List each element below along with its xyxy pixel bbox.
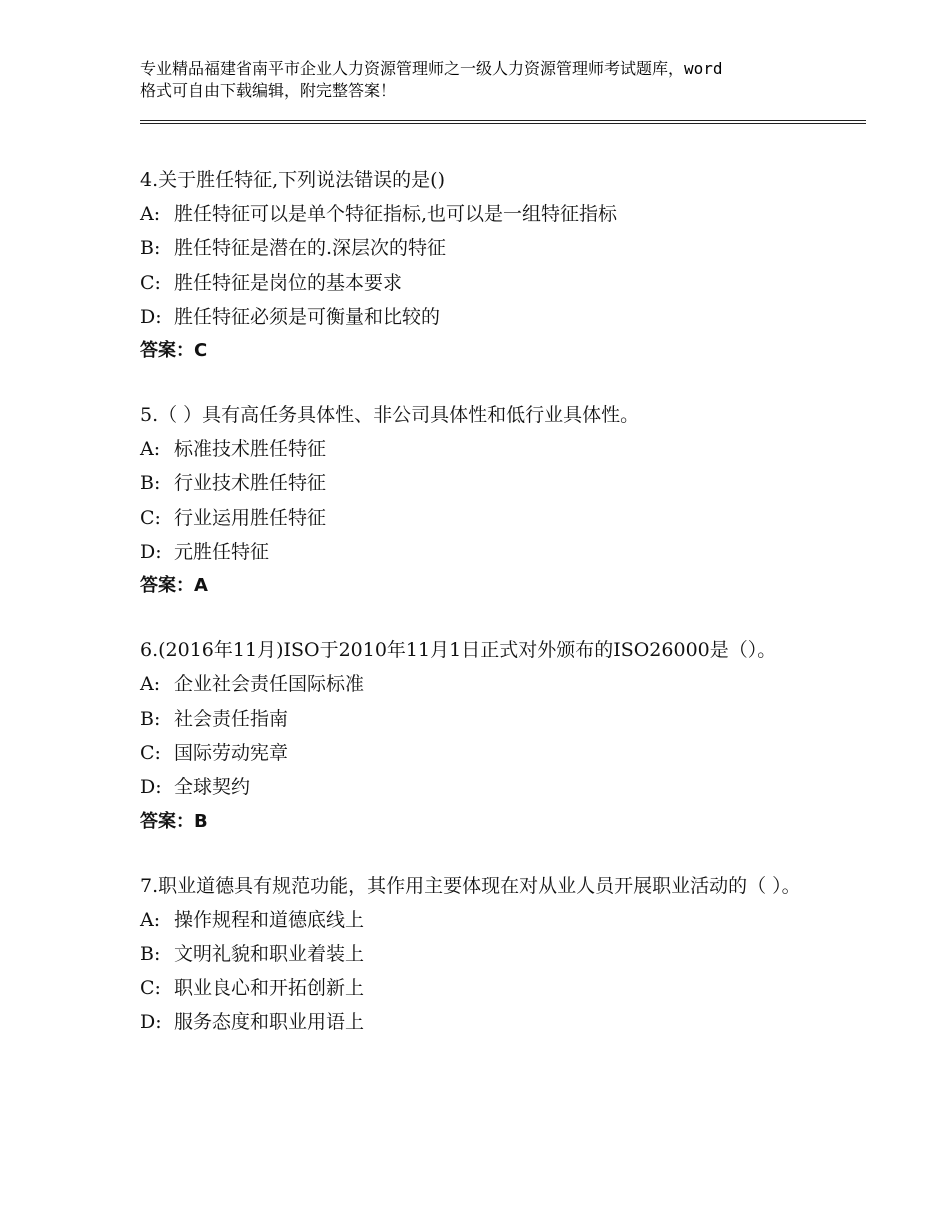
option-b [140, 702, 820, 736]
question-stem: 6.(2016年11月)ISO于2010年11月1日正式对外颁布的ISO26000是（）。 [140, 639, 777, 662]
option-text: 操作规程和道德底线上 [174, 908, 365, 931]
question-6 [140, 633, 820, 838]
option-letter: C: [140, 506, 161, 529]
option-c [140, 501, 820, 535]
option-letter: B: [140, 942, 161, 965]
answer-line: 答案：C [140, 340, 208, 362]
option-letter: A: [140, 438, 161, 461]
question-4 [140, 163, 820, 368]
option-letter: D: [140, 305, 162, 328]
question-stem: 7.职业道德具有规范功能，其作用主要体现在对从业人员开展职业活动的（ ）。 [140, 874, 801, 897]
document-header [140, 58, 830, 102]
question-5 [140, 398, 820, 603]
option-letter: C: [140, 977, 161, 1000]
option-b [140, 231, 820, 265]
option-text: 全球契约 [174, 776, 251, 799]
option-d [140, 1005, 820, 1039]
option-d [140, 770, 820, 804]
question-list [140, 163, 820, 1070]
option-c [140, 971, 820, 1005]
option-letter: D: [140, 776, 162, 799]
answer-line: 答案：A [140, 575, 208, 597]
option-a [140, 667, 820, 701]
option-text: 社会责任指南 [174, 707, 289, 730]
option-letter: A: [140, 908, 161, 931]
option-text: 胜任特征可以是单个特征指标,也可以是一组特征指标 [174, 203, 618, 225]
option-letter: B: [140, 472, 161, 495]
option-c [140, 266, 820, 300]
option-text: 胜任特征是岗位的基本要求 [174, 271, 403, 294]
option-letter: B: [140, 707, 161, 730]
question-7 [140, 869, 820, 1040]
option-letter: B: [140, 237, 161, 260]
option-text: 行业技术胜任特征 [174, 472, 327, 495]
option-text: 文明礼貌和职业着装上 [174, 942, 365, 965]
option-letter: D: [140, 541, 162, 564]
option-letter: D: [140, 1011, 162, 1034]
question-stem: 5.（ ）具有高任务具体性、非公司具体性和低行业具体性。 [140, 404, 640, 427]
option-b [140, 937, 820, 971]
option-a [140, 903, 820, 937]
option-text: 企业社会责任国际标准 [174, 673, 365, 696]
option-letter: C: [140, 741, 161, 764]
answer-line: 答案：B [140, 810, 208, 832]
option-letter: A: [140, 203, 161, 225]
option-text: 胜任特征是潜在的.深层次的特征 [174, 237, 447, 260]
header-line-2: 格式可自由下载编辑，附完整答案！ [140, 81, 397, 100]
option-text: 国际劳动宪章 [174, 741, 289, 764]
option-c [140, 736, 820, 770]
option-d [140, 300, 820, 334]
option-a [140, 432, 820, 466]
header-line-1: 专业精品福建省南平市企业人力资源管理师之一级人力资源管理师考试题库，word [140, 59, 723, 78]
option-b [140, 466, 820, 500]
option-d [140, 535, 820, 569]
option-text: 行业运用胜任特征 [174, 506, 327, 529]
option-a [140, 197, 820, 231]
option-text: 服务态度和职业用语上 [174, 1011, 365, 1034]
question-stem: 4.关于胜任特征,下列说法错误的是() [140, 169, 445, 191]
option-text: 职业良心和开拓创新上 [174, 977, 365, 1000]
option-text: 标准技术胜任特征 [174, 438, 327, 461]
option-text: 胜任特征必须是可衡量和比较的 [174, 305, 441, 328]
option-letter: C: [140, 271, 161, 294]
option-letter: A: [140, 673, 161, 696]
option-text: 元胜任特征 [174, 541, 270, 564]
header-divider [140, 120, 866, 124]
